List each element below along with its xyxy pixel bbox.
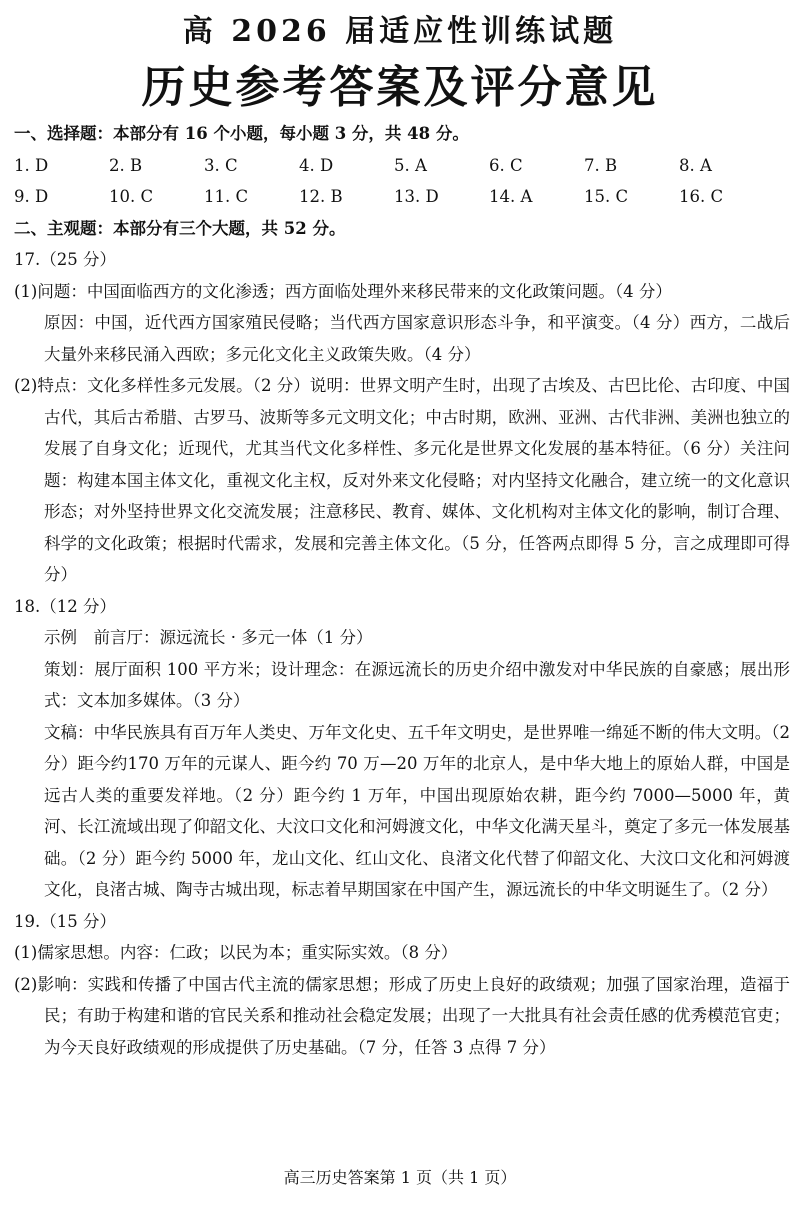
mc-answer: 12. B	[299, 187, 343, 206]
mc-answer: 13. D	[394, 187, 439, 206]
q19-label: 19.（15 分）	[14, 911, 116, 931]
q18-draft: 文稿：中华民族具有百万年人类史、万年文化史、五千年文明史，是世界唯一绵延不断的伟大文明。（2 分）距今约170 万年的元谋人、距今约 70 万—20 万年的北京人，是中华大地上的原始人群，中国是远古人类的重要发祥地。（2 分）距今约 1 万年，中国出现原始农耕，距今约 7000—5000 年，黄河、长江流域出现了仰韶文化、大汶口文化和河姆渡文化，中华文化满天星斗，奠定了多元一体发展基础。（2 分）距今约 5000 年，龙山文化、红山文化、良渚文化代替了仰韶文化、大汶口文化和河姆渡文化，良渚古城、陶寺古城出现，标志着早期国家在中国产生，源远流长的中华文明诞生了。（2 分）	[44, 722, 790, 899]
mc-answer: 5. A	[394, 155, 427, 175]
mc-answer: 2. B	[109, 155, 143, 175]
mc-answer: 3. C	[204, 155, 238, 175]
mc-answer: 8. A	[679, 155, 712, 175]
q19-part2: (2)影响：实践和传播了中国古代主流的儒家思想；形成了历史上良好的政绩观；加强了国家治理，造福于民；有助于构建和谐的官民关系和推动社会稳定发展；出现了一大批具有社会责任感的优秀模范官吏；为今天良好政绩观的形成提供了历史基础。（7 分，任答 3 点得 7 分）	[14, 974, 790, 1057]
exam-title: 高 2026 届适应性训练试题	[182, 14, 618, 49]
mc-answer: 1. D	[14, 155, 49, 175]
q18-example: 示例 前言厅：源远流长 · 多元一体（1 分）	[44, 628, 373, 647]
page-footer: 高三历史答案第 1 页（共 1 页）	[283, 1168, 517, 1187]
q18-label: 18.（12 分）	[14, 596, 116, 616]
q17-part2: (2)特点：文化多样性多元发展。（2 分）说明：世界文明产生时，出现了古埃及、古巴比伦、古印度、中国古代，其后古希腊、古罗马、波斯等多元文明文化；中古时期，欧洲、亚洲、古代非洲、美洲也独立的发展了自身文化；近现代，尤其当代文化多样性、多元化是世界文化发展的基本特征。（6 分）关注问题：构建本国主体文化，重视文化主权，反对外来文化侵略；对内坚持文化融合，建立统一的文化意识形态；对外坚持世界文化交流发展；注意移民、教育、媒体、文化机构对主体文化的影响，制订合理、科学的文化政策；根据时代需求，发展和完善主体文化。（5 分，任答两点即得 5 分，言之成理即可得分）	[14, 376, 790, 584]
answer-key-title: 历史参考答案及评分意见	[141, 62, 659, 113]
mc-answer: 9. D	[14, 187, 49, 206]
mc-answer-grid	[14, 150, 790, 213]
mc-answer: 4. D	[299, 155, 334, 175]
q18-plan: 策划：展厅面积 100 平方米；设计理念：在源远流长的历史介绍中激发对中华民族的自豪感；展出形式：文本加多媒体。（3 分）	[44, 659, 790, 710]
answer-content	[14, 118, 790, 1063]
section-2-heading: 二、主观题：本部分有三个大题，共 52 分。	[14, 218, 346, 238]
mc-answer: 10. C	[109, 187, 154, 206]
section-1-heading: 一、选择题：本部分有 16 个小题，每小题 3 分，共 48 分。	[14, 124, 469, 143]
q19-part1: (1)儒家思想。内容：仁政；以民为本；重实际实效。（8 分）	[14, 943, 458, 962]
mc-answer: 11. C	[204, 187, 249, 206]
mc-answer: 7. B	[584, 155, 618, 175]
mc-answer: 16. C	[679, 187, 724, 206]
mc-answer: 15. C	[584, 187, 629, 206]
q17-part1-problem: (1)问题：中国面临西方的文化渗透；西方面临处理外来移民带来的文化政策问题。（4 分）	[14, 281, 672, 301]
mc-answer: 6. C	[489, 155, 523, 175]
mc-answer: 14. A	[489, 187, 533, 206]
q17-label: 17.（25 分）	[14, 250, 116, 269]
q17-part1-reason: 原因：中国，近代西方国家殖民侵略；当代西方国家意识形态斗争，和平演变。（4 分）西方，二战后大量外来移民涌入西欧；多元化文化主义政策失败。（4 分）	[44, 313, 790, 364]
